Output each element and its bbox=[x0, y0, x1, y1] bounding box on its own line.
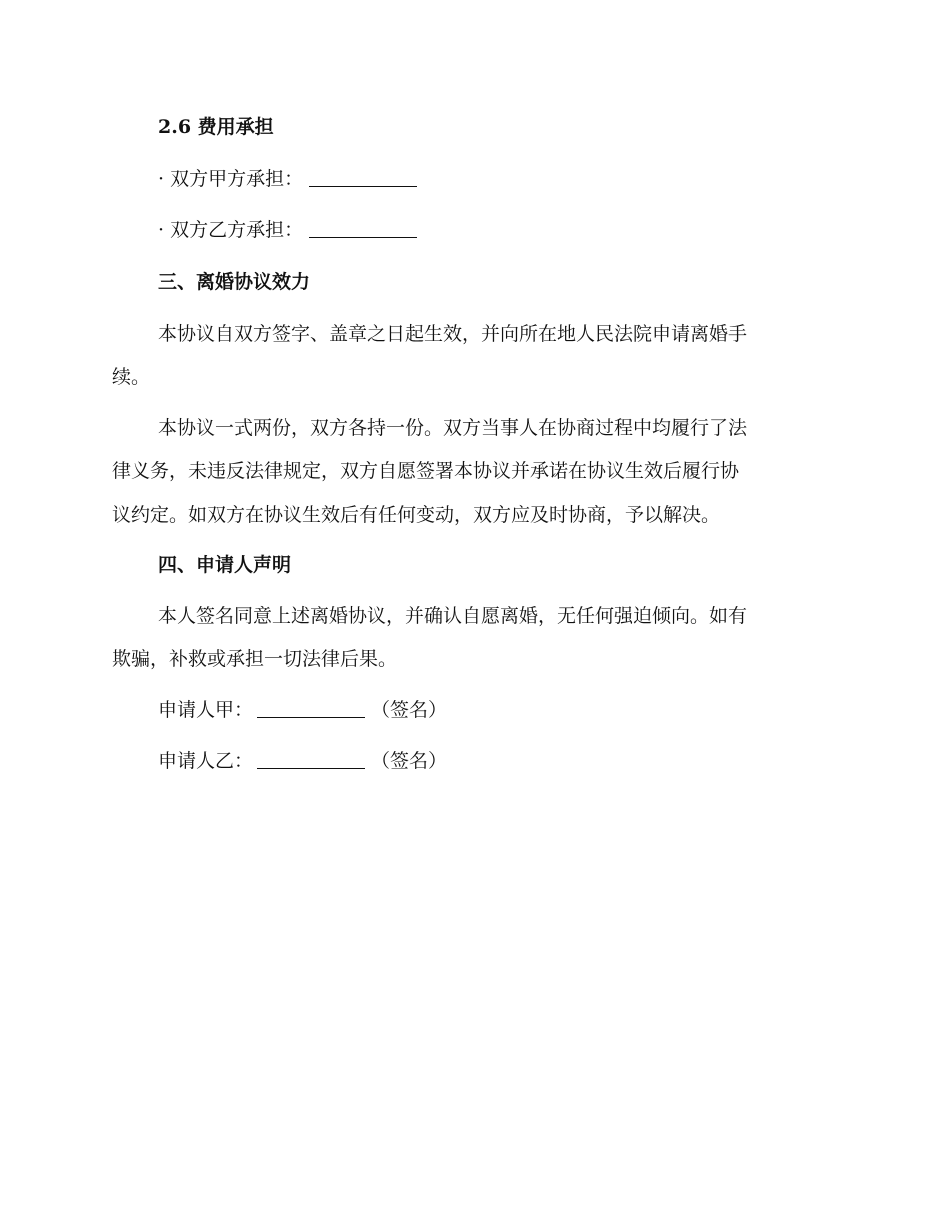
cost-bearing-b bbox=[158, 218, 417, 242]
cost-bearing-b-label: · 双方乙方承担： bbox=[158, 219, 304, 241]
cost-bearing-a bbox=[158, 167, 417, 191]
section-heading-2-6: 2.6 费用承担 bbox=[158, 116, 274, 138]
applicant-b-signature-note: （签名） bbox=[371, 750, 448, 772]
effect-para2-line3: 议约定。如双方在协议生效后有任何变动，双方应及时协商，予以解决。 bbox=[112, 504, 721, 526]
declaration-line1: 本人签名同意上述离婚协议，并确认自愿离婚，无任何强迫倾向。如有 bbox=[158, 605, 748, 627]
applicant-b-blank[interactable] bbox=[257, 750, 365, 769]
section-heading-3: 三、离婚协议效力 bbox=[158, 271, 311, 293]
applicant-a-signature bbox=[158, 698, 447, 722]
declaration-line2: 欺骗，补救或承担一切法律后果。 bbox=[112, 648, 398, 670]
effect-para2-line2: 律义务，未违反法律规定，双方自愿签署本协议并承诺在协议生效后履行协 bbox=[112, 460, 740, 482]
effect-para2-line1: 本协议一式两份，双方各持一份。双方当事人在协商过程中均履行了法 bbox=[158, 417, 748, 439]
cost-bearing-b-blank[interactable] bbox=[309, 219, 417, 238]
applicant-a-blank[interactable] bbox=[257, 699, 365, 718]
applicant-b-label: 申请人乙： bbox=[158, 750, 254, 772]
cost-bearing-a-label: · 双方甲方承担： bbox=[158, 168, 304, 190]
effect-para1-line1: 本协议自双方签字、盖章之日起生效，并向所在地人民法院申请离婚手 bbox=[158, 323, 748, 345]
applicant-a-signature-note: （签名） bbox=[371, 699, 448, 721]
section-heading-4: 四、申请人声明 bbox=[158, 554, 292, 576]
effect-para1-line2: 续。 bbox=[112, 366, 151, 388]
applicant-a-label: 申请人甲： bbox=[158, 699, 254, 721]
cost-bearing-a-blank[interactable] bbox=[309, 168, 417, 187]
applicant-b-signature bbox=[158, 749, 447, 773]
